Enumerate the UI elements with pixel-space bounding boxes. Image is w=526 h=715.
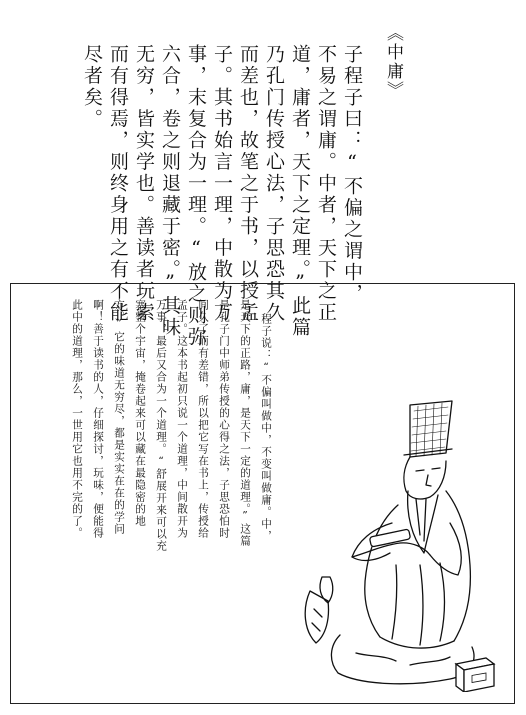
translation-column: 是天下的正路，庸，是天下一定的道理。”这篇 xyxy=(239,299,251,548)
classic-text-column: 不易之谓庸。中者，天下之正 xyxy=(315,44,337,324)
classic-text-column: 而有得焉，则终身用之有不能 xyxy=(107,44,129,324)
classic-text-column: 事，末复合为一理。“放之则弥 xyxy=(185,44,207,348)
classic-text-column: 而差也，故笔之于书，以授孟 xyxy=(237,44,259,324)
classic-text-column: 子。其书始言一理，中散为万 xyxy=(211,44,233,324)
translation-column: 孟子。这本书起初只说一个道理，中间散开为 xyxy=(176,299,188,539)
translation-column: 程子说：“不偏叫做中，不变叫做庸。中， xyxy=(260,313,272,543)
translation-column: 方。”它的味道无穷尽，都是实实在在的学问 xyxy=(113,299,125,536)
section-title: 《中庸》 xyxy=(383,24,403,100)
translation-column: 塞整个宇宙，掩卷起来可以藏在最隐密的地 xyxy=(134,299,146,527)
classic-text-column: 无穷，皆实学也。善读者玩索 xyxy=(133,44,155,324)
translation-column: 是孔子门中师弟传授的心得之法，子思恐怕时 xyxy=(218,299,230,539)
translation-column: 此中的道理，那么，一世用它也用不完的了。 xyxy=(71,299,83,539)
classic-text-column: 道，庸者，天下之定理。”此篇 xyxy=(289,44,311,339)
classic-text-column: 子程子曰：“不偏之谓中， xyxy=(341,44,363,305)
translation-column: 万事，最后又合为一个道理。“舒展开来可以充 xyxy=(155,299,167,553)
translation-column: 间久了而有差错，所以把它写在书上，传授给 xyxy=(197,299,209,539)
book-box-illustration xyxy=(452,652,496,692)
scholar-illustration xyxy=(300,395,490,695)
classic-text-column: 六合，卷之则退藏于密。”其味 xyxy=(159,44,181,339)
classic-text-column: 尽者矣。 xyxy=(81,44,103,130)
translation-column: 啊！善于读书的人，仔细探讨，玩味，便能得 xyxy=(92,299,104,539)
classic-text-column: 乃孔门传授心法，子思恐其久 xyxy=(263,44,285,324)
